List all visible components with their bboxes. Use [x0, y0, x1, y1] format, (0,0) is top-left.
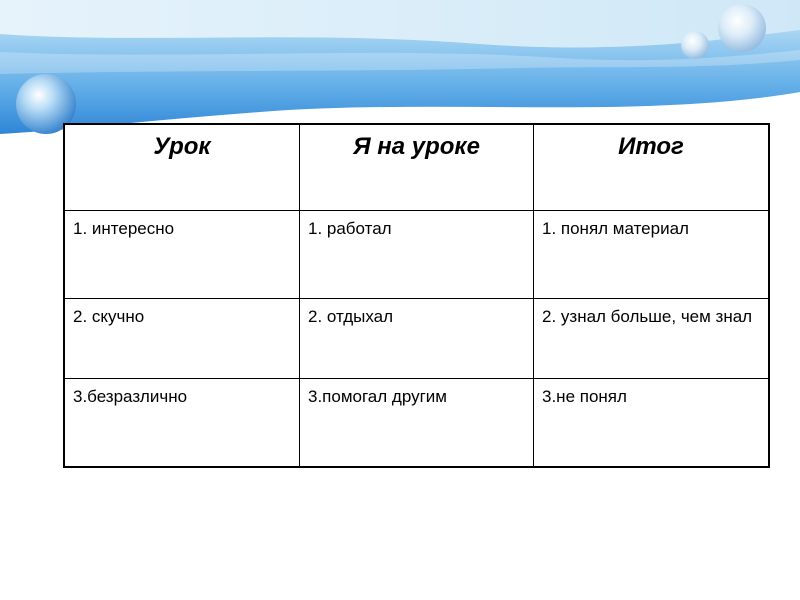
table-cell: 2. скучно [65, 299, 300, 379]
table-cell: 3.безразлично [65, 379, 300, 467]
column-header-result: Итог [534, 125, 769, 211]
table-cell: 3.не понял [534, 379, 769, 467]
table-row [65, 211, 769, 299]
table-cell: 1. интересно [65, 211, 300, 299]
table-cell: 1. понял материал [534, 211, 769, 299]
table-row [65, 379, 769, 467]
table-header-row [65, 125, 769, 211]
column-header-me-in-lesson: Я на уроке [300, 125, 534, 211]
table-cell: 1. работал [300, 211, 534, 299]
table-row [65, 299, 769, 379]
table-cell: 2. узнал больше, чем знал [534, 299, 769, 379]
lesson-reflection-table [64, 124, 769, 467]
table-cell: 2. отдыхал [300, 299, 534, 379]
table-cell: 3.помогал другим [300, 379, 534, 467]
column-header-lesson: Урок [65, 125, 300, 211]
